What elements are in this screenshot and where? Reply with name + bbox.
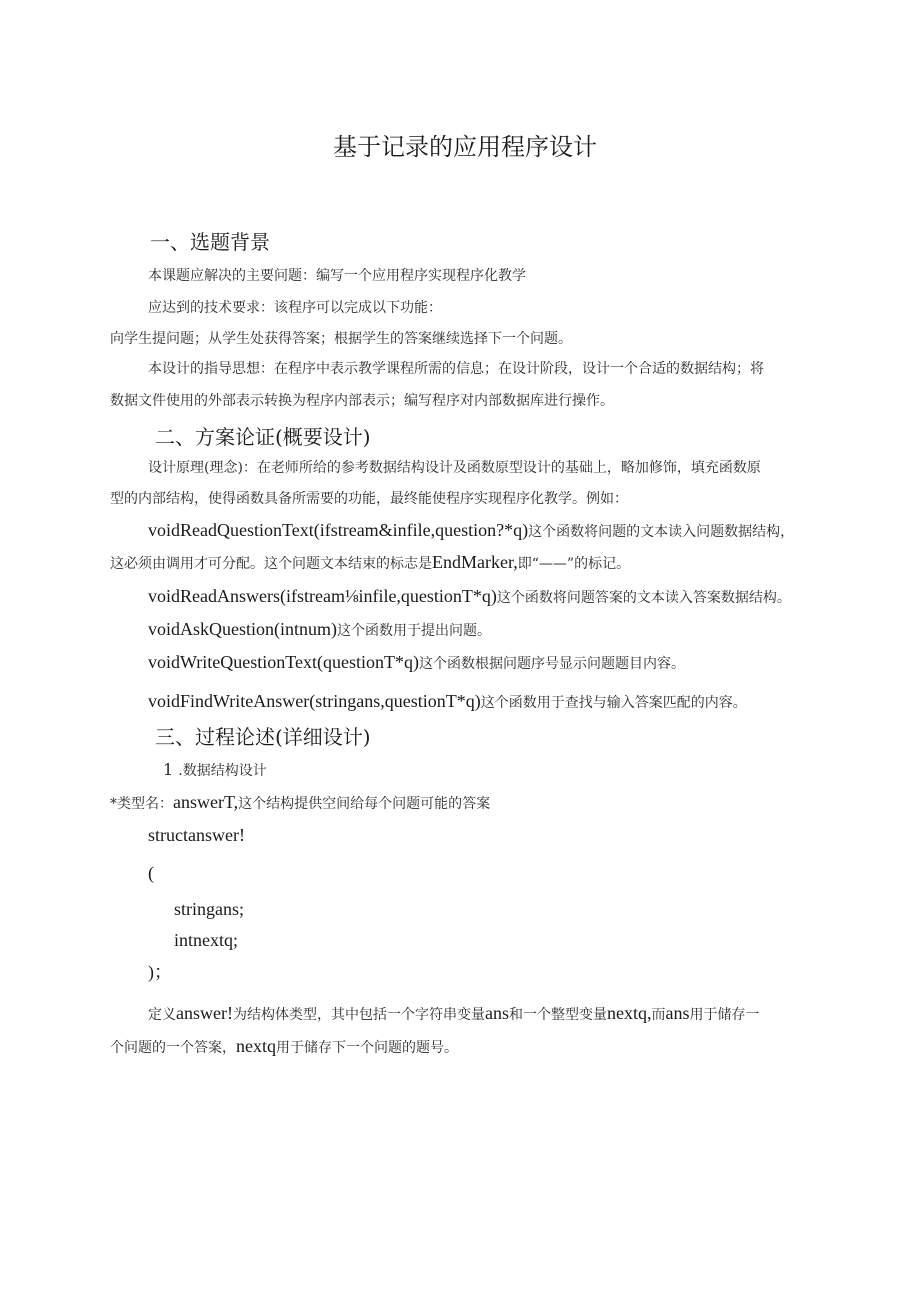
- paragraph: 本课题应解决的主要问题：编写一个应用程序实现程序化教学: [148, 268, 526, 284]
- code-line: intnextq;: [174, 930, 238, 950]
- function-description: 这个函数用于查找与输入答案匹配的内容。: [480, 695, 747, 711]
- function-line: [148, 653, 685, 671]
- paragraph: [110, 1037, 458, 1055]
- paragraph: 型的内部结构，使得函数具备所需要的功能，最终能使程序实现程序化教学。例如：: [110, 491, 628, 507]
- function-description: 这个函数根据问题序号显示问题题目内容。: [418, 656, 685, 672]
- text-run: 个问题的一个答案，: [110, 1040, 236, 1056]
- code-line: stringans;: [174, 899, 244, 919]
- paragraph: [110, 553, 630, 571]
- function-signature: voidReadQuestionText(ifstream&infile,question?*q): [148, 520, 529, 540]
- section-2-heading: 二、方案论证(概要设计): [155, 425, 371, 449]
- paragraph: 本设计的指导思想：在程序中表示教学课程所需的信息；在设计阶段，设计一个合适的数据结构；将: [148, 361, 764, 377]
- function-signature: voidWriteQuestionText(questionT*q): [148, 652, 419, 672]
- function-line: [148, 692, 747, 710]
- text-run: *类型名：: [110, 796, 173, 812]
- code-line: structanswer!: [148, 825, 245, 845]
- document-title: 基于记录的应用程序设计: [333, 133, 597, 161]
- text-run: 为结构体类型，其中包括一个字符串变量: [232, 1007, 485, 1023]
- function-line: [148, 620, 491, 638]
- code-run: answer!: [176, 1003, 233, 1023]
- subsection-number: 1: [163, 760, 174, 779]
- paragraph: [148, 1004, 759, 1022]
- code-run: EndMarker,: [432, 552, 518, 572]
- text-run: 用于储存下一个问题的题号。: [276, 1040, 458, 1056]
- function-description: 这个函数用于提出问题。: [337, 623, 491, 639]
- code-run: ans: [665, 1003, 690, 1023]
- function-line: [148, 521, 794, 539]
- function-line: [148, 587, 791, 605]
- code-line: )；: [148, 962, 172, 982]
- section-1-heading: 一、选题背景: [150, 230, 270, 254]
- paragraph: 设计原理(理念)：在老师所给的参考数据结构设计及函数原型设计的基础上，略加修饰，填充函数原: [148, 460, 761, 476]
- subsection-heading: [163, 762, 267, 778]
- text-run: 定义: [148, 1007, 176, 1023]
- text-run: 即“——”的标记。: [517, 556, 631, 572]
- code-run: nextq,: [606, 1003, 652, 1023]
- code-run: ans: [484, 1003, 509, 1023]
- text-run: 而: [651, 1007, 666, 1023]
- code-line: (: [148, 863, 154, 883]
- text-run: 这必须由调用才可分配。这个问题文本结束的标志是: [110, 556, 432, 572]
- type-line: [110, 793, 490, 811]
- text-run: 用于储存一: [689, 1007, 760, 1023]
- paragraph: 数据文件使用的外部表示转换为程序内部表示；编写程序对内部数据库进行操作。: [110, 393, 614, 409]
- function-description: 这个函数将问题答案的文本读入答案数据结构。: [496, 590, 791, 606]
- text-run: 这个结构提供空间给每个问题可能的答案: [238, 796, 491, 812]
- function-signature: voidFindWriteAnswer(stringans,questionT*q): [148, 691, 481, 711]
- code-run: answerT,: [173, 792, 239, 812]
- function-description: 这个函数将问题的文本读入问题数据结构，: [528, 524, 795, 540]
- subsection-title: .数据结构设计: [178, 763, 267, 779]
- paragraph: 应达到的技术要求：该程序可以完成以下功能：: [148, 300, 442, 316]
- section-3-heading: 三、过程论述(详细设计): [155, 725, 371, 749]
- paragraph: 向学生提问题；从学生处获得答案；根据学生的答案继续选择下一个问题。: [110, 331, 572, 347]
- function-signature: voidReadAnswers(ifstream⅛infile,questionT*q): [148, 586, 497, 606]
- text-run: 和一个整型变量: [508, 1007, 607, 1023]
- code-run: nextq: [236, 1036, 276, 1056]
- function-signature: voidAskQuestion(intnum): [148, 619, 337, 639]
